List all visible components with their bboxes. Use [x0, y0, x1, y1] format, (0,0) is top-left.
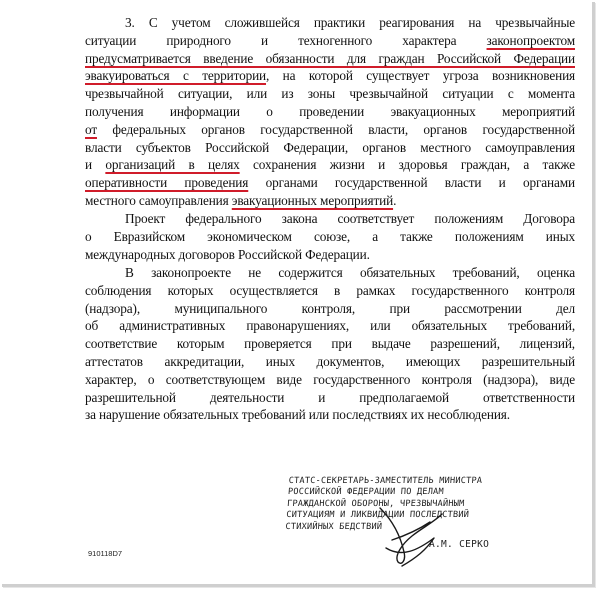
text-line: Проект федерального закона соответствует положениям Договора — [125, 211, 575, 226]
text-line: В законопроекте не содержится обязательных требований, оценка — [125, 265, 575, 280]
text-line: международных договоров Российской Федерации. — [85, 246, 370, 262]
text-line: об административных правонарушениях, или обязательных требований, — [85, 318, 575, 334]
highlight-underline: эвакуироваться с территории — [85, 68, 267, 84]
text-line: получения информации о проведении эвакуационных мероприятий — [85, 103, 575, 119]
signer-name: А.М. СЕРКО — [429, 539, 490, 550]
text-line — [85, 50, 575, 68]
text-line: местного самоуправления эвакуационных мероприятий. — [85, 192, 397, 208]
highlight-underline: законопроектом — [486, 32, 575, 48]
text-line: чрезвычайной ситуации, или из зоны чрезвычайной ситуации с момента — [85, 86, 575, 102]
highlight-underline: организаций в целях — [105, 157, 240, 173]
document-id: 910118D7 — [88, 549, 123, 558]
document-page — [2, 2, 595, 587]
highlight-underline: от — [85, 121, 97, 137]
handwritten-signature — [372, 500, 452, 570]
text-line: о Евразийском экономическом союзе, а также положениям иных — [85, 228, 575, 244]
text-line: оперативности проведения органами государственной власти и органами — [85, 175, 575, 191]
text-line: соблюдения которых осуществляется в рамках государственного контроля — [85, 282, 575, 298]
signatory-title-line: СИТУАЦИЯМ И ЛИКВИДАЦИИ ПОСЛЕДСТВИЙ — [285, 510, 470, 521]
paragraph-eaeu-treaty — [85, 210, 575, 263]
highlight-underline: эвакуационных мероприятий — [231, 192, 394, 208]
text-line: аттестатов аккредитации, иных документов, имеющих разрешительный — [85, 353, 575, 369]
paragraph-mandatory-requirements — [85, 264, 575, 424]
text-line: характер, о соответствующем виде государственного контроля (надзора), виде — [85, 371, 575, 387]
text-line: соответствие которым проверяется при выдаче разрешений, лицензий, — [85, 336, 575, 352]
text-line: 3. С учетом сложившейся практики реагирования на чрезвычайные — [125, 15, 575, 30]
text-line: власти субъектов Российской Федерации, органов местного самоуправления — [85, 139, 575, 155]
text-line: и организаций в целях сохранения жизни и здоровья граждан, а также — [85, 157, 575, 173]
text-line: (надзора), муниципального контроля, при рассмотрении дел — [85, 300, 575, 316]
highlight-underline: оперативности проведения — [85, 175, 249, 191]
signatory-title-line: РОССИЙСКОЙ ФЕДЕРАЦИИ ПО ДЕЛАМ — [287, 487, 445, 498]
highlight-underline: предусматривается введение обязанности для граждан Российской Федерации — [85, 50, 575, 66]
signatory-title-line: СТАТС-СЕКРЕТАРЬ-ЗАМЕСТИТЕЛЬ МИНИСТРА — [288, 476, 483, 486]
text-line: ситуации природного и техногенного характера законопроектом — [85, 32, 575, 48]
text-line: разрешительной деятельности и предполагаемой ответственности — [85, 389, 575, 405]
paragraph-evacuation — [85, 14, 575, 210]
text-line: за нарушение обязательных требований или последствиях их несоблюдения. — [85, 407, 510, 423]
text-line: от федеральных органов государственной власти, органов государственной — [85, 121, 575, 137]
signatory-title-line: СТИХИЙНЫХ БЕДСТВИЙ — [285, 521, 383, 532]
text-line: эвакуироваться с территории, на которой существует угроза возникновения — [85, 68, 576, 84]
signatory-title-line: ГРАЖДАНСКОЙ ОБОРОНЫ, ЧРЕЗВЫЧАЙНЫМ — [286, 498, 465, 509]
